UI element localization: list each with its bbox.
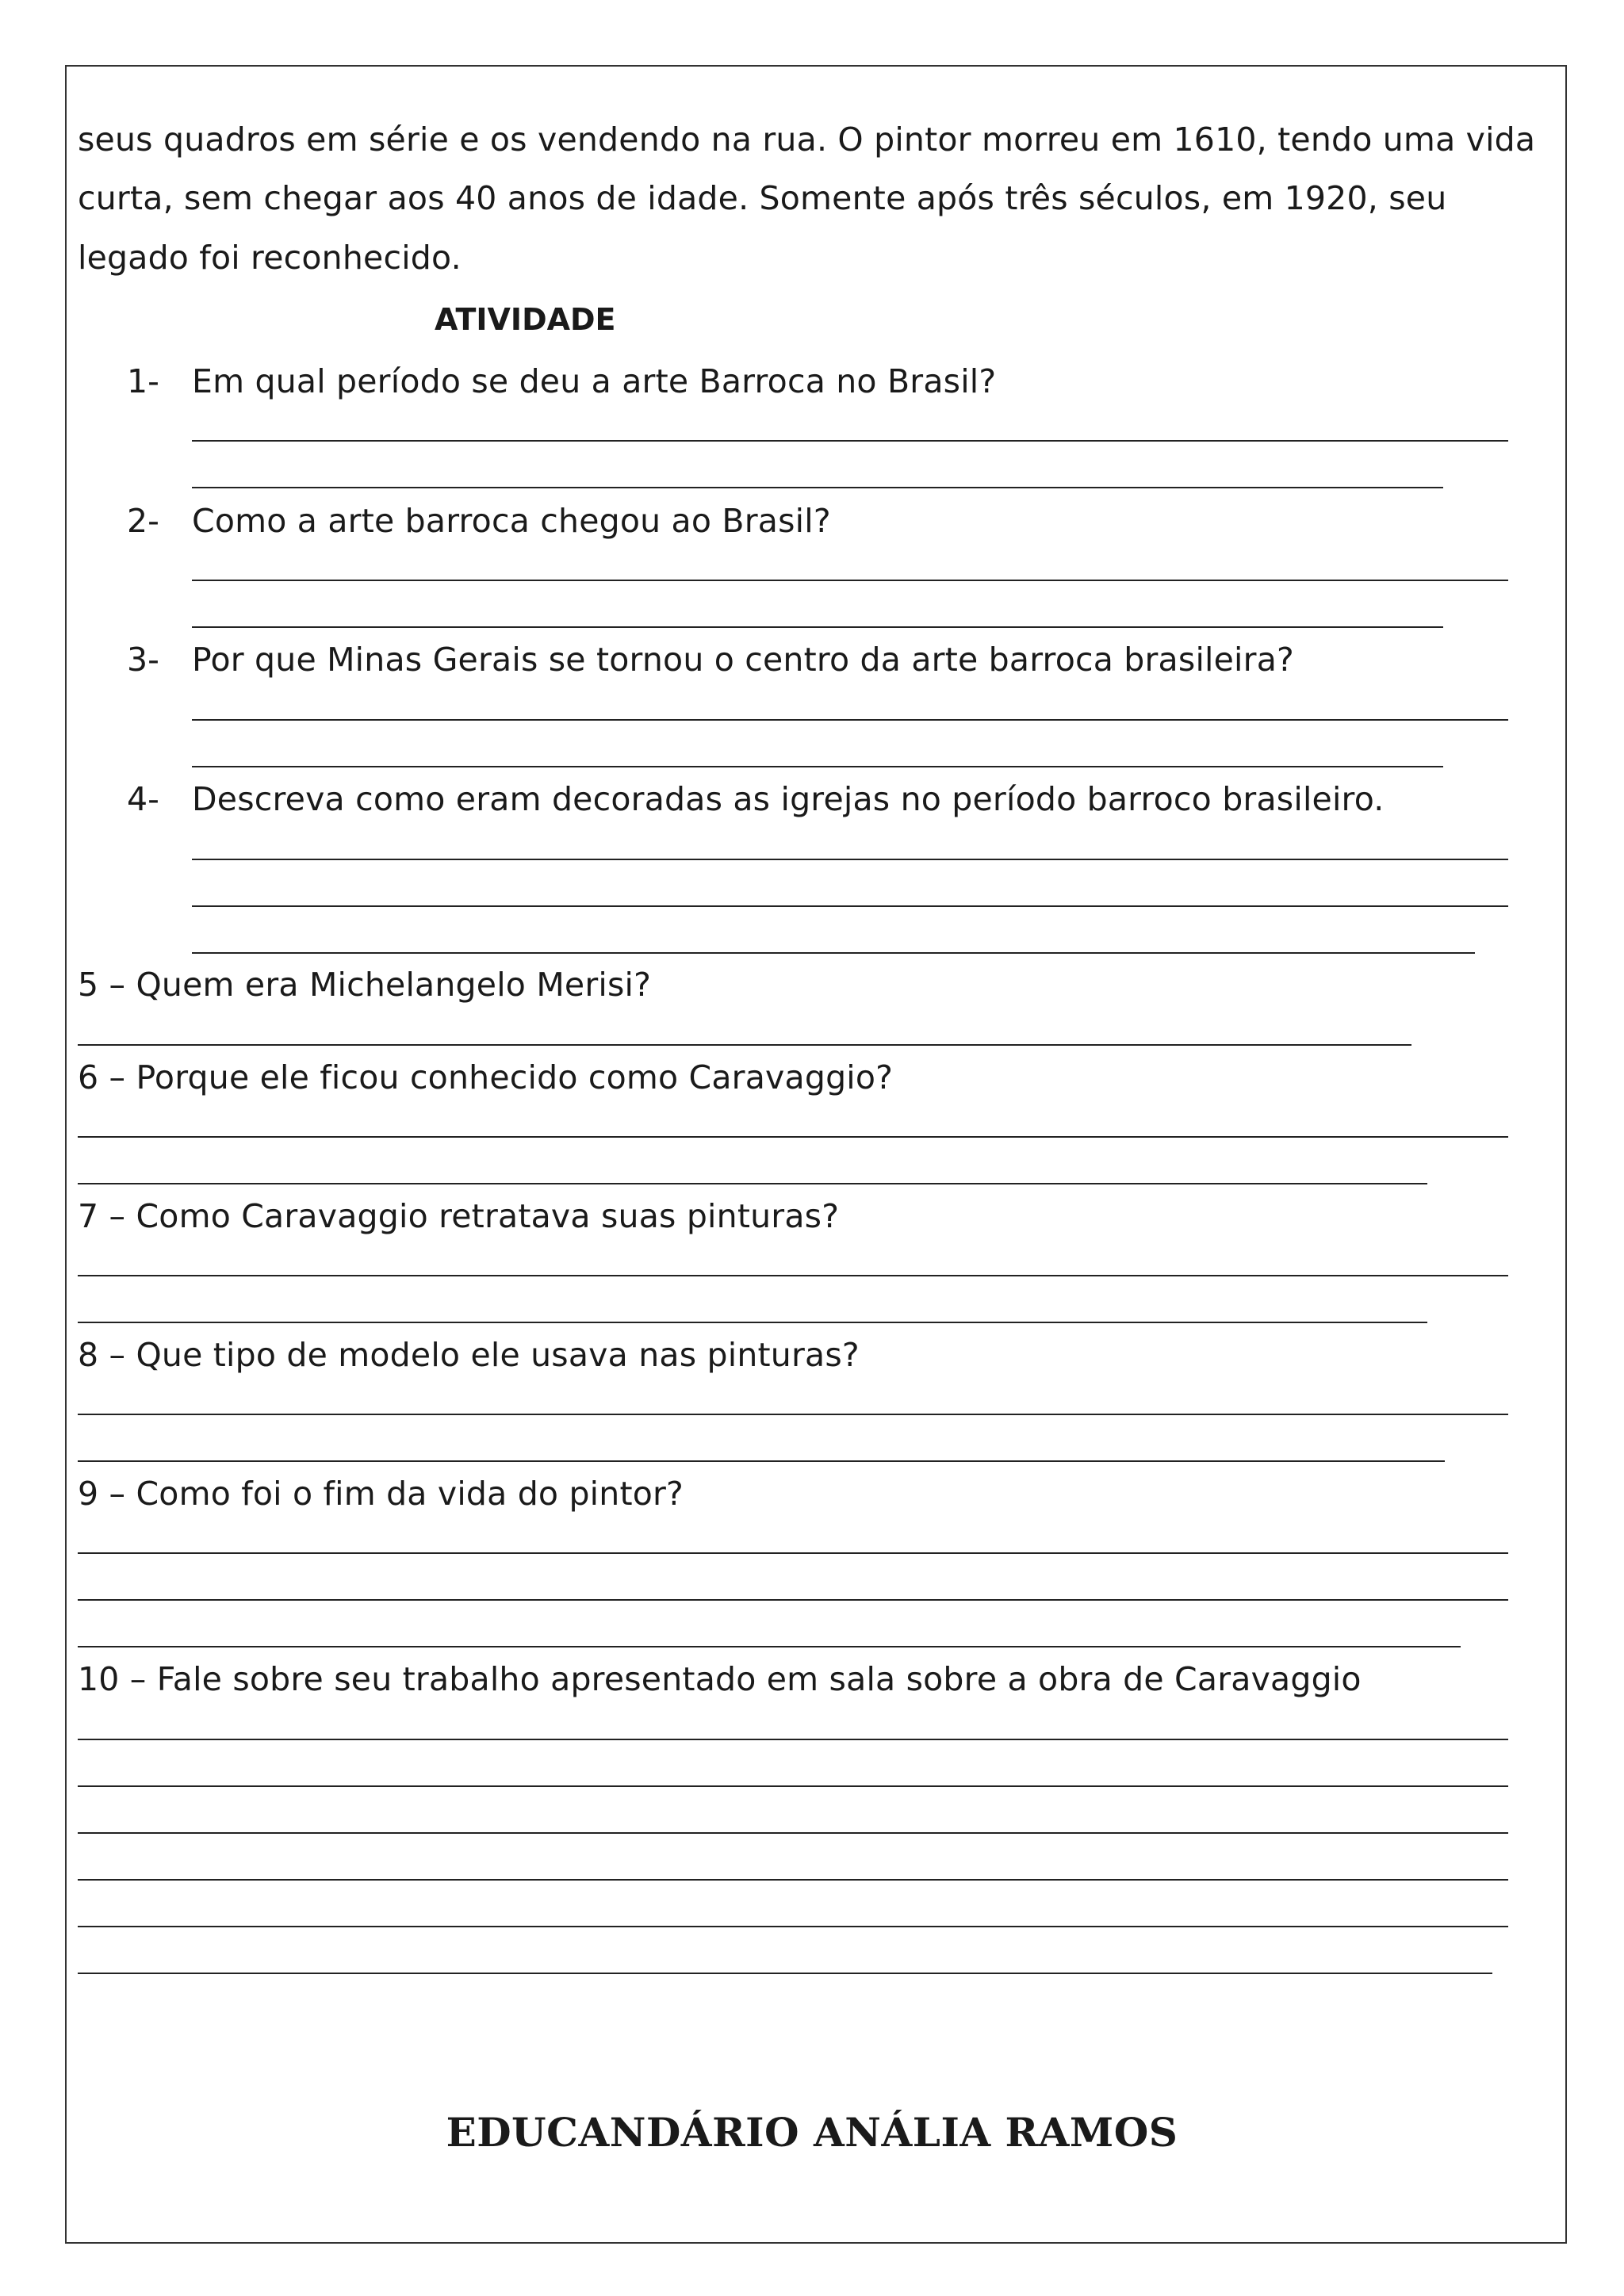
answer-line[interactable] bbox=[78, 1926, 1508, 1927]
school-name-footer: EDUCANDÁRIO ANÁLIA RAMOS bbox=[446, 2109, 1178, 2156]
answer-line[interactable] bbox=[78, 1879, 1508, 1881]
answer-line[interactable] bbox=[192, 487, 1443, 488]
answer-line[interactable] bbox=[192, 952, 1475, 954]
question-text-1: Em qual período se deu a arte Barroca no Brasil? bbox=[192, 362, 997, 400]
question-number-1: 1- bbox=[127, 362, 159, 400]
answer-line[interactable] bbox=[78, 1832, 1508, 1834]
question-text-3: Por que Minas Gerais se tornou o centro da arte barroca brasileira? bbox=[192, 641, 1294, 679]
answer-line[interactable] bbox=[192, 626, 1443, 628]
answer-line[interactable] bbox=[78, 1599, 1508, 1601]
answer-line[interactable] bbox=[78, 1785, 1508, 1787]
question-number-4: 4- bbox=[127, 780, 159, 818]
intro-line-3: legado foi reconhecido. bbox=[78, 239, 462, 277]
answer-line[interactable] bbox=[78, 1183, 1427, 1184]
answer-line[interactable] bbox=[78, 1460, 1445, 1462]
intro-line-1: seus quadros em série e os vendendo na rua. O pintor morreu em 1610, tendo uma vida bbox=[78, 121, 1536, 159]
answer-line[interactable] bbox=[78, 1646, 1461, 1647]
question-text-2: Como a arte barroca chegou ao Brasil? bbox=[192, 502, 831, 540]
answer-line[interactable] bbox=[192, 440, 1508, 442]
answer-line[interactable] bbox=[192, 905, 1508, 907]
question-8: 8 – Que tipo de modelo ele usava nas pinturas? bbox=[78, 1336, 860, 1374]
question-5: 5 – Quem era Michelangelo Merisi? bbox=[78, 966, 652, 1004]
answer-line[interactable] bbox=[192, 766, 1443, 767]
question-7: 7 – Como Caravaggio retratava suas pinturas? bbox=[78, 1197, 840, 1235]
answer-line[interactable] bbox=[78, 1973, 1492, 1974]
answer-line[interactable] bbox=[78, 1275, 1508, 1276]
answer-line[interactable] bbox=[192, 580, 1508, 581]
intro-line-2: curta, sem chegar aos 40 anos de idade. Somente após três séculos, em 1920, seu bbox=[78, 179, 1447, 217]
question-text-4: Descreva como eram decoradas as igrejas no período barroco brasileiro. bbox=[192, 780, 1385, 818]
answer-line[interactable] bbox=[78, 1322, 1427, 1323]
answer-line[interactable] bbox=[192, 719, 1508, 721]
question-number-3: 3- bbox=[127, 641, 159, 679]
question-number-2: 2- bbox=[127, 502, 159, 540]
answer-line[interactable] bbox=[192, 859, 1508, 860]
answer-line[interactable] bbox=[78, 1044, 1411, 1046]
answer-line[interactable] bbox=[78, 1739, 1508, 1740]
answer-line[interactable] bbox=[78, 1552, 1508, 1554]
question-6: 6 – Porque ele ficou conhecido como Caravaggio? bbox=[78, 1058, 894, 1096]
question-9: 9 – Como foi o fim da vida do pintor? bbox=[78, 1475, 684, 1513]
answer-line[interactable] bbox=[78, 1414, 1508, 1415]
question-10: 10 – Fale sobre seu trabalho apresentado em sala sobre a obra de Caravaggio bbox=[78, 1660, 1362, 1698]
answer-line[interactable] bbox=[78, 1136, 1508, 1138]
activity-heading: ATIVIDADE bbox=[435, 302, 616, 337]
